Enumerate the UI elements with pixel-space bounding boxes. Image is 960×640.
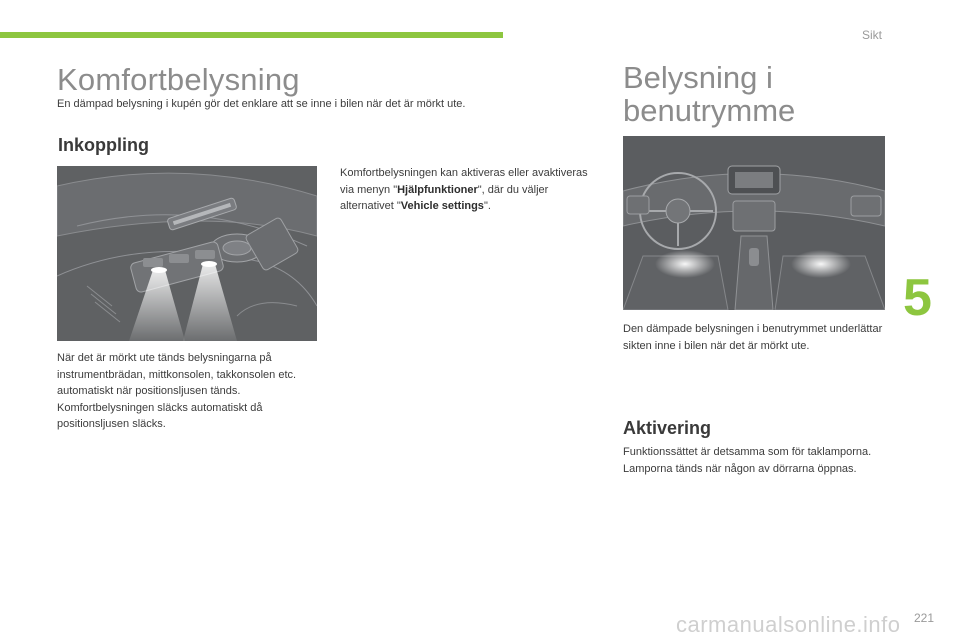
option-vehicle-settings: Vehicle settings (400, 200, 484, 212)
menu-instruction-text (340, 165, 600, 215)
right-title-line2: benutrymme (623, 92, 796, 128)
watermark: carmanualsonline.info (676, 612, 901, 637)
page-title: Komfortbelysning (57, 62, 300, 97)
heading-aktivering: Aktivering (623, 418, 712, 438)
right-title (623, 62, 795, 127)
menu-text-middle: ", där du väljer alternativet " (340, 183, 549, 212)
intro-text: En dämpad belysning i kupén gör det enklare att se inne i bilen när det är mörkt ute. (57, 98, 466, 110)
accent-bar (0, 32, 503, 38)
page-number: 221 (914, 611, 935, 625)
menu-text-before: Komfortbelysningen kan aktiveras eller avaktiveras via menyn " (340, 167, 588, 196)
inkoppling-text: När det är mörkt ute tänds belysningarna på instrumentbrädan, mittkonsolen, takkonsolen etc. automatiskt när positionsljusen tänds. Komfortbelysningen släcks automatiskt då positionsljusen släcks. (57, 352, 297, 430)
footwell-light-illustration (623, 136, 885, 310)
ceiling-light-illustration (57, 166, 317, 341)
menu-text-after: ". (483, 200, 491, 212)
aktivering-text: Funktionssättet är detsamma som för taklamporna. Lamporna tänds när någon av dörrarna öppnas. (623, 446, 872, 475)
right-title-line1: Belysning i (623, 60, 773, 95)
footwell-description: Den dämpade belysningen i benutrymmet underlättar sikten inne i bilen när det är mörkt ute. (623, 323, 883, 352)
heading-inkoppling: Inkoppling (58, 135, 149, 155)
section-label: Sikt (862, 28, 883, 42)
menu-name-hjalpfunktioner: Hjälpfunktioner (397, 183, 478, 196)
chapter-number: 5 (903, 269, 932, 327)
